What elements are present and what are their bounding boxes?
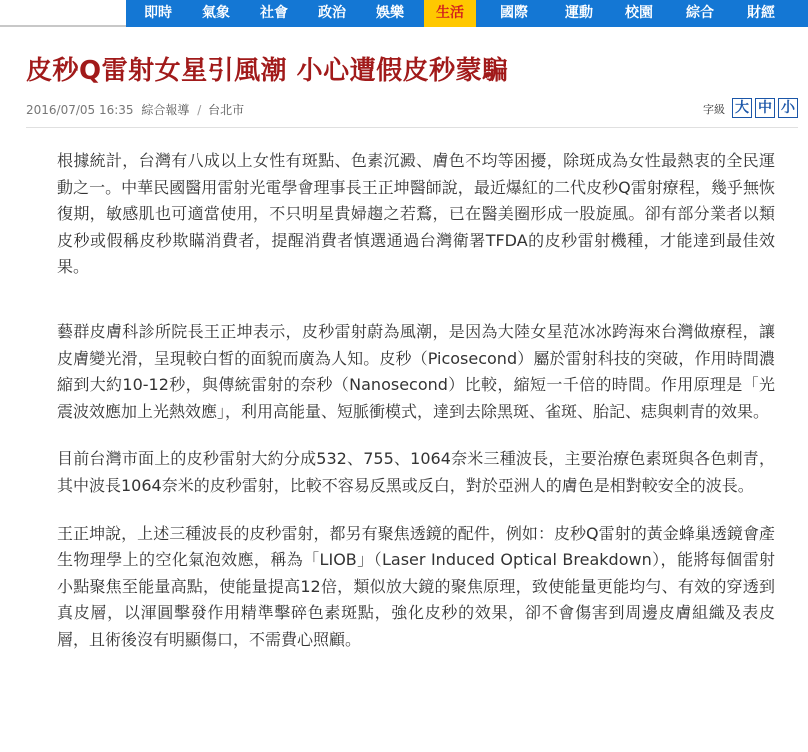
font-size-controls — [703, 98, 798, 118]
nav-item-entertainment[interactable]: 娛樂 — [376, 5, 404, 21]
nav-item-general[interactable]: 綜合 — [686, 5, 714, 21]
article-paragraph: 藝群皮膚科診所院長王正坤表示，皮秒雷射蔚為風潮，是因為大陸女星范冰冰跨海來台灣做療程，讓皮膚變光滑，呈現較白皙的面貌而廣為人知。皮秒（Picosecond）屬於雷射科技的突破，作用時間濃縮到大約10-12秒，與傳統雷射的奈秒（Nanosecond）比較，縮短一千倍的時間。作用原理是「光震波效應加上光熱效應」，利用高能量、短脈衝模式，達到去除黑斑、雀斑、胎記、痣與刺青的效果。 — [57, 321, 775, 421]
font-size-large-button[interactable]: 大 — [732, 98, 752, 118]
nav-item-life[interactable]: 生活 — [424, 0, 476, 27]
article-title: 皮秒Q雷射女星引風潮 小心遭假皮秒蒙騙 — [26, 56, 509, 86]
category-nav — [126, 0, 808, 27]
font-size-small-button[interactable]: 小 — [778, 98, 798, 118]
article-paragraph: 王正坤說，上述三種波長的皮秒雷射，都另有聚焦透鏡的配件，例如：皮秒Q雷射的黃金蜂巢透鏡會產生物理學上的空化氣泡效應，稱為「LIOB」（Laser Induced Optical Breakdown），能將每個雷射小點聚焦至能量高點，使能量提高12倍，類似放大鏡的聚焦原理，致使能量更能均勻、有效的穿透到真皮層，以渾圓擊發作用精準擊碎色素斑點，強化皮秒的效果，卻不會傷害到周邊皮膚組織及表皮層，且術後沒有明顯傷口，不需費心照顧。 — [57, 523, 775, 649]
nav-item-weather[interactable]: 氣象 — [202, 5, 230, 21]
meta-separator: / — [197, 103, 202, 117]
font-size-medium-button[interactable]: 中 — [755, 98, 775, 118]
article-body — [57, 148, 775, 675]
header-divider — [26, 127, 798, 128]
top-navbar — [0, 0, 808, 27]
nav-item-politics[interactable]: 政治 — [318, 5, 346, 21]
nav-item-society[interactable]: 社會 — [260, 5, 288, 21]
nav-item-campus[interactable]: 校園 — [625, 5, 653, 21]
nav-item-finance[interactable]: 財經 — [747, 5, 775, 21]
article-datetime: 2016/07/05 16:35 — [26, 103, 134, 117]
font-size-label: 字級 — [703, 103, 725, 116]
nav-item-instant[interactable]: 即時 — [144, 5, 172, 21]
article-paragraph: 目前台灣市面上的皮秒雷射大約分成532、755、1064奈米三種波長，主要治療色素斑與各色刺青，其中波長1064奈米的皮秒雷射，比較不容易反黑或反白，對於亞洲人的膚色是相對較安全的波長。 — [57, 449, 775, 495]
article-source[interactable]: 綜合報導 — [141, 103, 190, 117]
article-meta — [26, 101, 248, 118]
nav-item-international[interactable]: 國際 — [500, 5, 528, 21]
article-paragraph: 根據統計，台灣有八成以上女性有斑點、色素沉澱、膚色不均等困擾，除斑成為女性最熱衷的全民運動之一。中華民國醫用雷射光電學會理事長王正坤醫師說，最近爆紅的二代皮秒Q雷射療程，幾乎無恢復期，敏感肌也可適當使用，不只明星貴婦趨之若鶩，已在醫美圈形成一股旋風。卻有部分業者以類皮秒或假稱皮秒欺瞞消費者，提醒消費者慎選通過台灣衛署TFDA的皮秒雷射機種，才能達到最佳效果。 — [57, 151, 775, 277]
article-location[interactable]: 台北市 — [208, 103, 245, 117]
nav-item-sports[interactable]: 運動 — [565, 5, 593, 21]
